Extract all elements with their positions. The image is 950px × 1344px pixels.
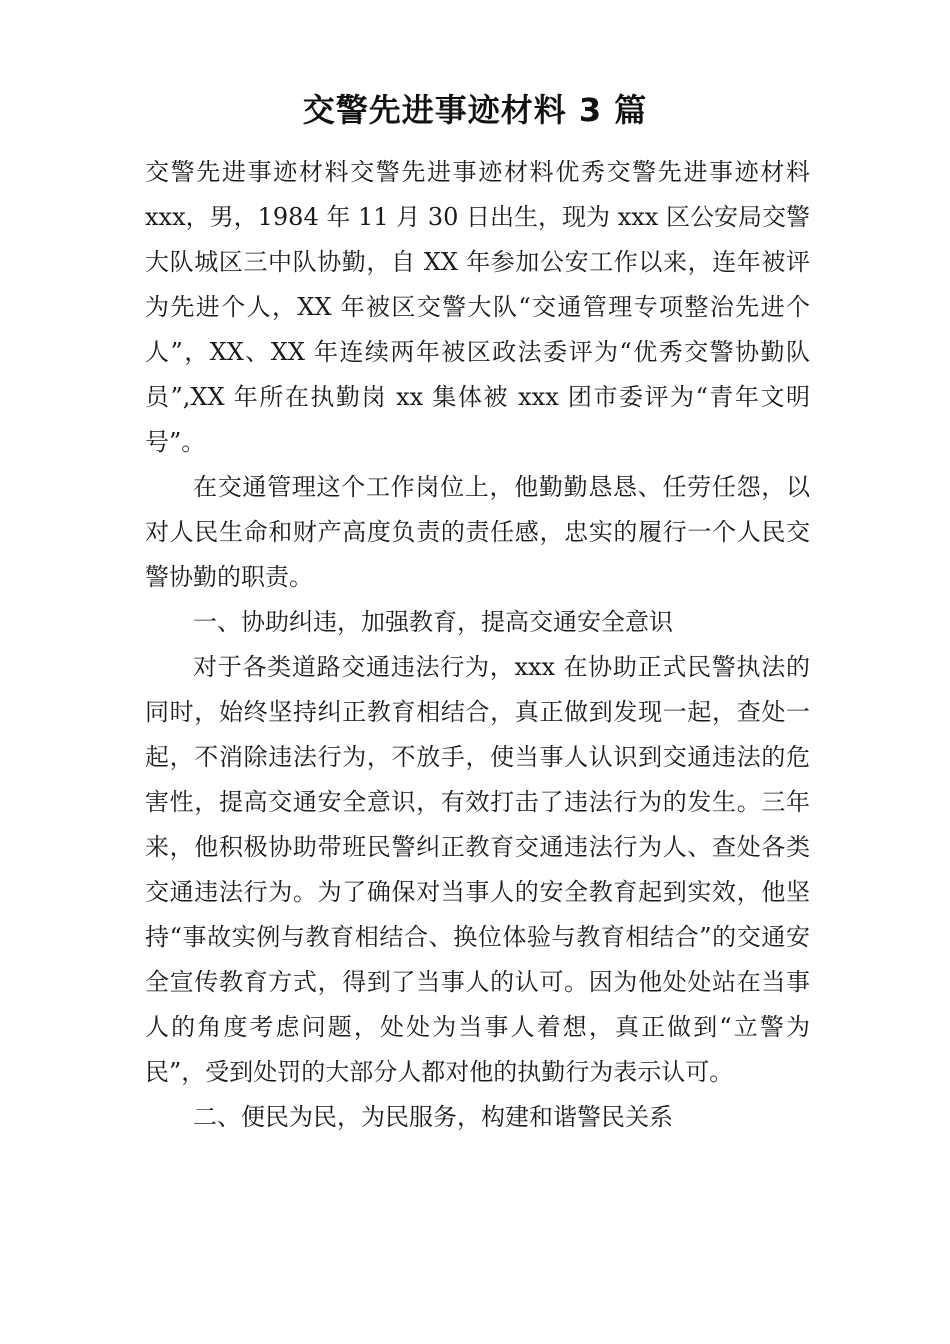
document-title: 交警先进事迹材料 3 篇 bbox=[302, 91, 648, 129]
document-body bbox=[145, 150, 858, 1140]
paragraph-duty: 在交通管理这个工作岗位上，他勤勤恳恳、任劳任怨，以对人民生命和财产高度负责的责任感，忠实的履行一个人民交警协勤的职责。 bbox=[145, 473, 810, 591]
paragraph-intro: 交警先进事迹材料交警先进事迹材料优秀交警先进事迹材料 xxx，男，1984 年 11 月 30 日出生，现为 xxx 区公安局交警大队城区三中队协勤，自 XX 年参加公安工作以来，连年被评为先进个人，XX 年被区交警大队“交通管理专项整治先进个人”，XX、XX 年连续两年被区政法委评为“优秀交警协勤队员”,XX 年所在执勤岗 xx 集体被 xxx 团市委评为“青年文明号”。 bbox=[145, 158, 858, 456]
section-heading-1: 一、协助纠违，加强教育，提高交通安全意识 bbox=[193, 608, 673, 636]
paragraph-section-1: 对于各类道路交通违法行为，xxx 在协助正式民警执法的同时，始终坚持纠正教育相结合，真正做到发现一起，查处一起，不消除违法行为，不放手，使当事人认识到交通违法的危害性，提高交通安全意识，有效打击了违法行为的发生。三年来，他积极协助带班民警纠正教育交通违法行为人、查处各类交通违法行为。为了确保对当事人的安全教育起到实效，他坚持“事故实例与教育相结合、换位体验与教育相结合”的交通安全宣传教育方式，得到了当事人的认可。因为他处处站在当事人的角度考虑问题，处处为当事人着想，真正做到“立警为民”，受到处罚的大部分人都对他的执勤行为表示认可。 bbox=[145, 653, 810, 1086]
section-heading-2: 二、便民为民，为民服务，构建和谐警民关系 bbox=[193, 1103, 673, 1131]
